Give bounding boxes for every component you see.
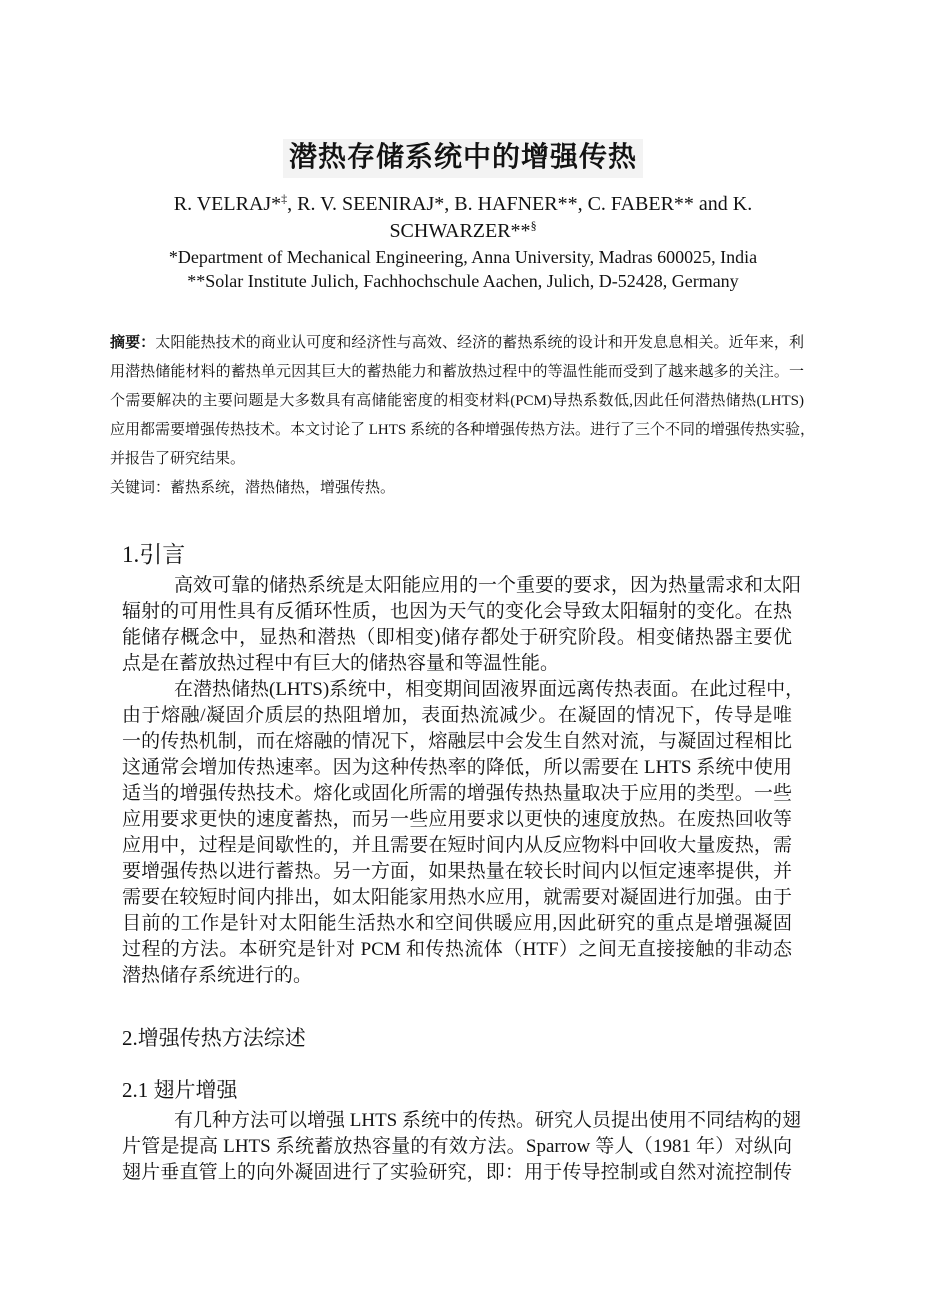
abstract-line: 用潜热储能材料的蓄热单元因其巨大的蓄热能力和蓄放热过程中的等温性能而受到了越来越多的关注。一 [110, 364, 804, 380]
intro-paragraph-2 [122, 677, 805, 989]
author-footnote-mark-dagger: ‡ [281, 191, 288, 206]
body-line: 点是在蓄放热过程中有巨大的储热容量和等温性能。 [122, 653, 560, 674]
body-line: 翅片垂直管上的向外凝固进行了实验研究，即：用于传导控制或自然对流控制传 [122, 1162, 792, 1183]
body-line: 片管是提高 LHTS 系统蓄放热容量的有效方法。Sparrow 等人（1981 年）对纵向 [122, 1136, 792, 1157]
body-line: 应用要求更快的速度蓄热，而另一些应用要求以更快的速度放热。在废热回收等 [122, 809, 792, 830]
author-line-1 [0, 191, 926, 218]
body-line: 能储存概念中，显热和潜热（即相变)储存都处于研究阶段。相变储热器主要优 [122, 627, 792, 648]
subsection-heading-fin-enhancement: 2.1 翅片增强 [122, 1078, 238, 1102]
body-line: 适当的增强传热技术。熔化或固化所需的增强传热热量取决于应用的类型。一些 [122, 783, 792, 804]
author-footnote-mark-section: § [530, 218, 537, 233]
author-block [0, 191, 926, 245]
affiliation-2: **Solar Institute Julich, Fachhochschule Aachen, Julich, D-52428, Germany [187, 271, 739, 291]
author-name-last: SCHWARZER** [389, 220, 531, 242]
keywords-line: 关键词：蓄热系统，潜热储热，增强传热。 [110, 480, 396, 496]
body-line: 辐射的可用性具有反循环性质，也因为天气的变化会导致太阳辐射的变化。在热 [122, 601, 792, 622]
title-band [0, 139, 926, 178]
abstract-line: 应用都需要增强传热技术。本文讨论了 LHTS 系统的各种增强传热方法。进行了三个不同的增强传热实验， [110, 422, 816, 438]
intro-paragraph-1 [122, 573, 802, 677]
affiliation-block [0, 245, 926, 293]
body-line: 在潜热储热(LHTS)系统中，相变期间固液界面远离传热表面。在此过程中， [174, 679, 805, 700]
abstract-label: 摘要： [110, 335, 156, 351]
body-line: 高效可靠的储热系统是太阳能应用的一个重要的要求，因为热量需求和太阳 [174, 575, 802, 596]
abstract-line: 个需要解决的主要问题是大多数具有高储能密度的相变材料(PCM)导热系数低,因此任何潜热储热(LHTS) [110, 393, 804, 409]
paper-title: 潜热存储系统中的增强传热 [283, 139, 643, 178]
body-line: 需要在较短时间内排出，如太阳能家用热水应用，就需要对凝固进行加强。由于 [122, 887, 792, 908]
body-line: 应用中，过程是间歇性的，并且需要在短时间内从反应物料中回收大量废热，需 [122, 835, 792, 856]
abstract-line [110, 329, 804, 358]
affiliation-1: *Department of Mechanical Engineering, Anna University, Madras 600025, India [168, 247, 758, 267]
body-line: 一的传热机制，而在熔融的情况下，熔融层中会发生自然对流，与凝固过程相比 [122, 731, 792, 752]
abstract-line: 并报告了研究结果。 [110, 451, 246, 467]
abstract-text: 太阳能热技术的商业认可度和经济性与高效、经济的蓄热系统的设计和开发息息相关。近年来，利 [155, 335, 804, 351]
body-line: 这通常会增加传热速率。因为这种传热率的降低，所以需要在 LHTS 系统中使用 [122, 757, 792, 778]
section-heading-introduction: 1.引言 [122, 542, 186, 567]
abstract-block [110, 329, 816, 503]
body-line: 有几种方法可以增强 LHTS 系统中的传热。研究人员提出使用不同结构的翅 [174, 1110, 802, 1131]
body-line: 潜热储存系统进行的。 [122, 965, 313, 986]
author-line-2 [0, 218, 926, 245]
fins-paragraph-1 [122, 1108, 802, 1186]
body-line: 过程的方法。本研究是针对 PCM 和传热流体（HTF）之间无直接接触的非动态 [122, 939, 792, 960]
section-heading-methods-review: 2.增强传热方法综述 [122, 1026, 306, 1050]
author-names: R. VELRAJ* [173, 193, 282, 215]
author-names-cont: , R. V. SEENIRAJ*, B. HAFNER**, C. FABER** and K. [287, 193, 753, 215]
body-line: 由于熔融/凝固介质层的热阻增加，表面热流减少。在凝固的情况下，传导是唯 [122, 705, 792, 726]
body-line: 目前的工作是针对太阳能生活热水和空间供暖应用,因此研究的重点是增强凝固 [122, 913, 792, 934]
body-line: 要增强传热以进行蓄热。另一方面，如果热量在较长时间内以恒定速率提供，并 [122, 861, 792, 882]
